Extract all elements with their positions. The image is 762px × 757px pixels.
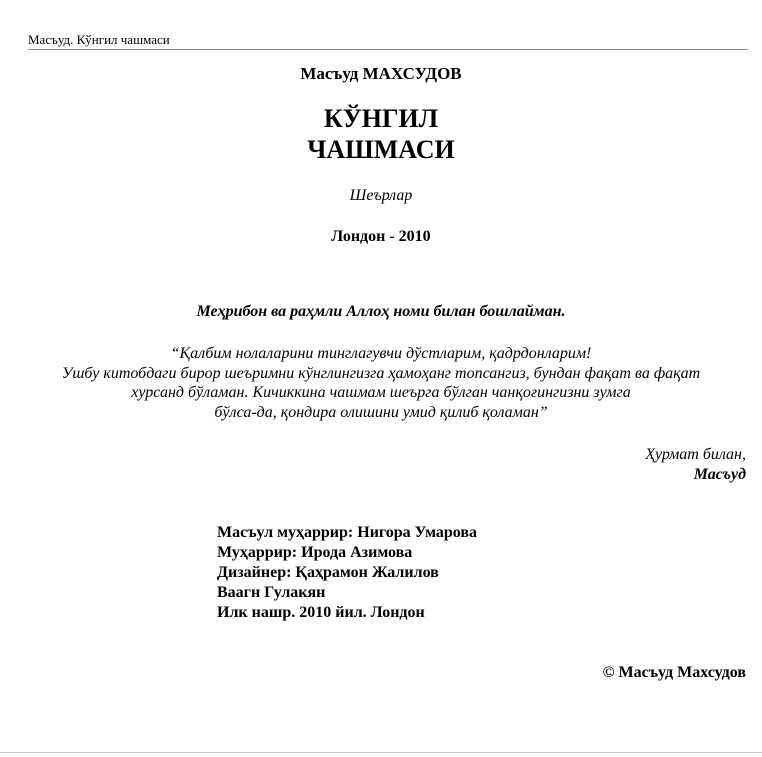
signoff-signature: Масъуд bbox=[693, 466, 746, 483]
signoff-regards: Ҳурмат билан, bbox=[645, 446, 746, 463]
credits-block bbox=[217, 523, 477, 623]
running-header: Масъуд. Кўнгил чашмаси bbox=[28, 32, 748, 50]
author-name: Масъуд МАХСУДОВ bbox=[300, 64, 462, 83]
preface-line: “Қалбим нолаларини тинглагувчи дўстларим, қадрдонларим! bbox=[170, 345, 592, 362]
page-bottom-divider bbox=[0, 752, 762, 753]
credit-line: Илк нашр. 2010 йил. Лондон bbox=[217, 604, 425, 621]
genre-label: Шеърлар bbox=[349, 187, 413, 204]
basmala: Меҳрибон ва раҳмли Аллоҳ номи билан бошлайман. bbox=[196, 303, 566, 320]
copyright-notice: © Масъуд Махсудов bbox=[602, 664, 746, 681]
book-title-line-1: КЎНГИЛ bbox=[323, 104, 439, 133]
preface-line: хурсанд бўламан. Кичиккина чашмам шеърга бўлган чанқоғингизни зумга bbox=[131, 384, 631, 401]
preface-line: бўлса-да, қондира олишини умид қилиб қоламан” bbox=[214, 403, 548, 421]
book-title bbox=[0, 103, 762, 165]
credit-line: Муҳаррир: Ирода Азимова bbox=[217, 544, 413, 561]
credit-line: Масъул муҳаррир: Нигора Умарова bbox=[217, 524, 478, 541]
preface-line: Ушбу китобдаги бирор шеъримни кўнглингизга ҳамоҳанг топсангиз, бундан фақат ва фақат bbox=[61, 364, 701, 382]
place-year: Лондон - 2010 bbox=[331, 228, 431, 245]
credit-line: Дизайнер: Қаҳрамон Жалилов bbox=[217, 564, 439, 581]
preface-paragraph bbox=[0, 344, 762, 422]
signoff bbox=[645, 445, 746, 485]
book-title-line-2: ЧАШМАСИ bbox=[307, 135, 455, 164]
credit-line: Ваагн Гулакян bbox=[217, 584, 326, 601]
